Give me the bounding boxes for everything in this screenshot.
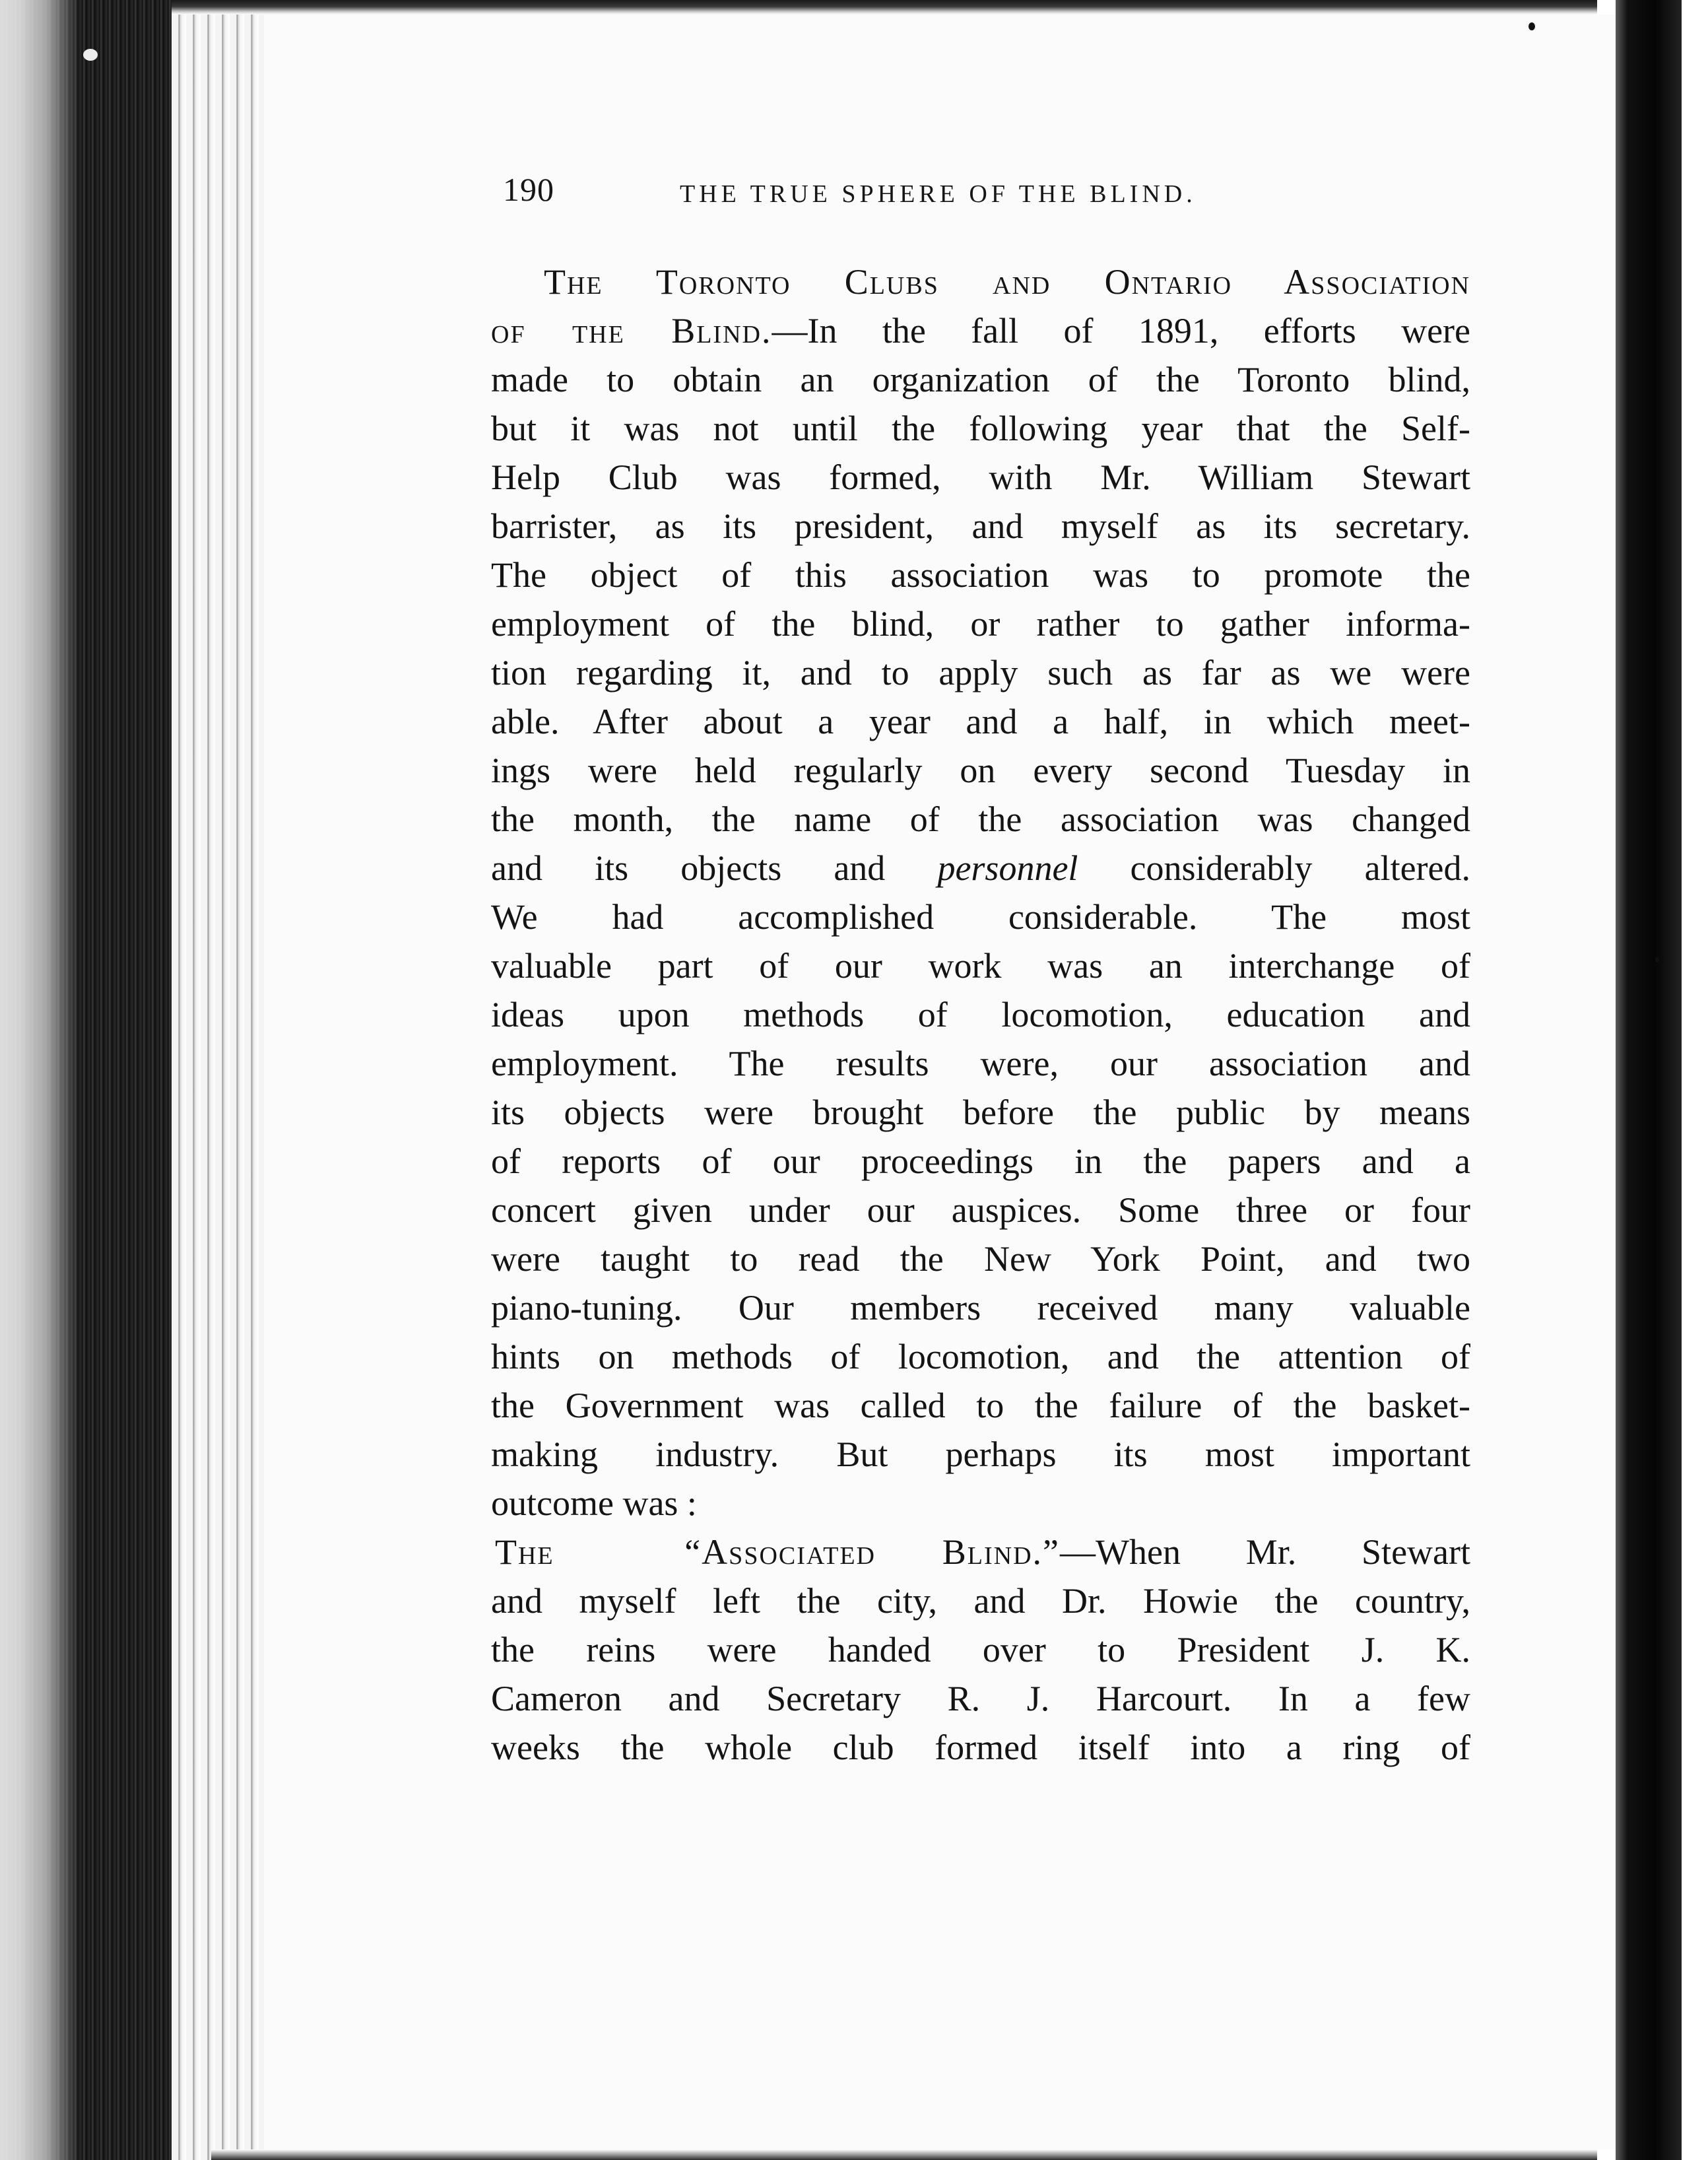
text-line: ideas upon methods of locomotion, education and (491, 995, 1470, 1034)
text-line: We had accomplished considerable. The most (491, 897, 1470, 937)
text-line: hints on methods of locomotion, and the attention of (491, 1337, 1470, 1376)
text-line: The object of this association was to promote the (491, 555, 1470, 595)
dust-speck (1528, 22, 1535, 30)
text-line: made to obtain an organization of the Toronto blind, (491, 360, 1470, 399)
section-heading-continued: of the Blind. (491, 311, 772, 351)
running-title: THE TRUE SPHERE OF THE BLIND. (680, 180, 1197, 208)
right-margin (1682, 0, 1708, 2160)
text-line: concert given under our auspices. Some three or four (491, 1190, 1470, 1230)
body-text (491, 257, 1470, 1772)
section-heading: “Associated Blind.” (684, 1532, 1061, 1572)
text-line: Help Club was formed, with Mr. William Stewart (491, 457, 1470, 497)
bottom-page-edge (211, 2149, 1597, 2160)
text-line: were taught to read the New York Point, and two (491, 1239, 1470, 1279)
text-line: outcome was : (491, 1483, 697, 1523)
italic-word: personnel (937, 848, 1078, 888)
section-heading-word: The (495, 1532, 554, 1572)
text-line: but it was not until the following year that the Self- (491, 409, 1470, 448)
text-line: Cameron and Secretary R. J. Harcourt. In a few (491, 1679, 1470, 1718)
text-line: of the Blind.—In the fall of 1891, efforts were (491, 311, 1470, 351)
dust-speck (1655, 957, 1659, 962)
text-line: tion regarding it, and to apply such as far as we were (491, 653, 1470, 692)
dust-speck (83, 49, 98, 61)
section-heading-line (491, 257, 1470, 306)
right-gutter-shadow (1616, 0, 1682, 2160)
text-line: piano-tuning. Our members received many valuable (491, 1288, 1470, 1328)
text-line: employment. The results were, our association and (491, 1044, 1470, 1083)
text-line: weeks the whole club formed itself into a ring of (491, 1728, 1470, 1767)
text-line: of reports of our proceedings in the papers and a (491, 1141, 1470, 1181)
text-line: barrister, as its president, and myself as its secretary. (491, 506, 1470, 546)
text-line: ings were held regularly on every second Tuesday in (491, 751, 1470, 790)
text-line: valuable part of our work was an interchange of (491, 946, 1470, 986)
text-line: and myself left the city, and Dr. Howie the country, (491, 1581, 1470, 1621)
text-line: the Government was called to the failure of the basket- (491, 1386, 1470, 1425)
running-head (503, 170, 1440, 223)
top-page-edge (172, 0, 1597, 15)
text-line: the month, the name of the association was changed (491, 799, 1470, 839)
page-number: 190 (503, 171, 554, 208)
stacked-page-edges (172, 0, 264, 2160)
text-line: employment of the blind, or rather to gather informa- (491, 604, 1470, 644)
text-line: and its objects and personnel considerably altered. (491, 848, 1470, 888)
text-line: making industry. But perhaps its most important (491, 1434, 1470, 1474)
text-line: able. After about a year and a half, in which meet- (491, 702, 1470, 741)
text-line: its objects were brought before the public by means (491, 1093, 1470, 1132)
text-line: the reins were handed over to President J. K. (491, 1630, 1470, 1670)
binding-shadow (0, 0, 79, 2160)
section-heading: The Toronto Clubs and Ontario Association (544, 262, 1470, 302)
section-heading-line: The “Associated Blind.”—When Mr. Stewart (495, 1532, 1470, 1572)
